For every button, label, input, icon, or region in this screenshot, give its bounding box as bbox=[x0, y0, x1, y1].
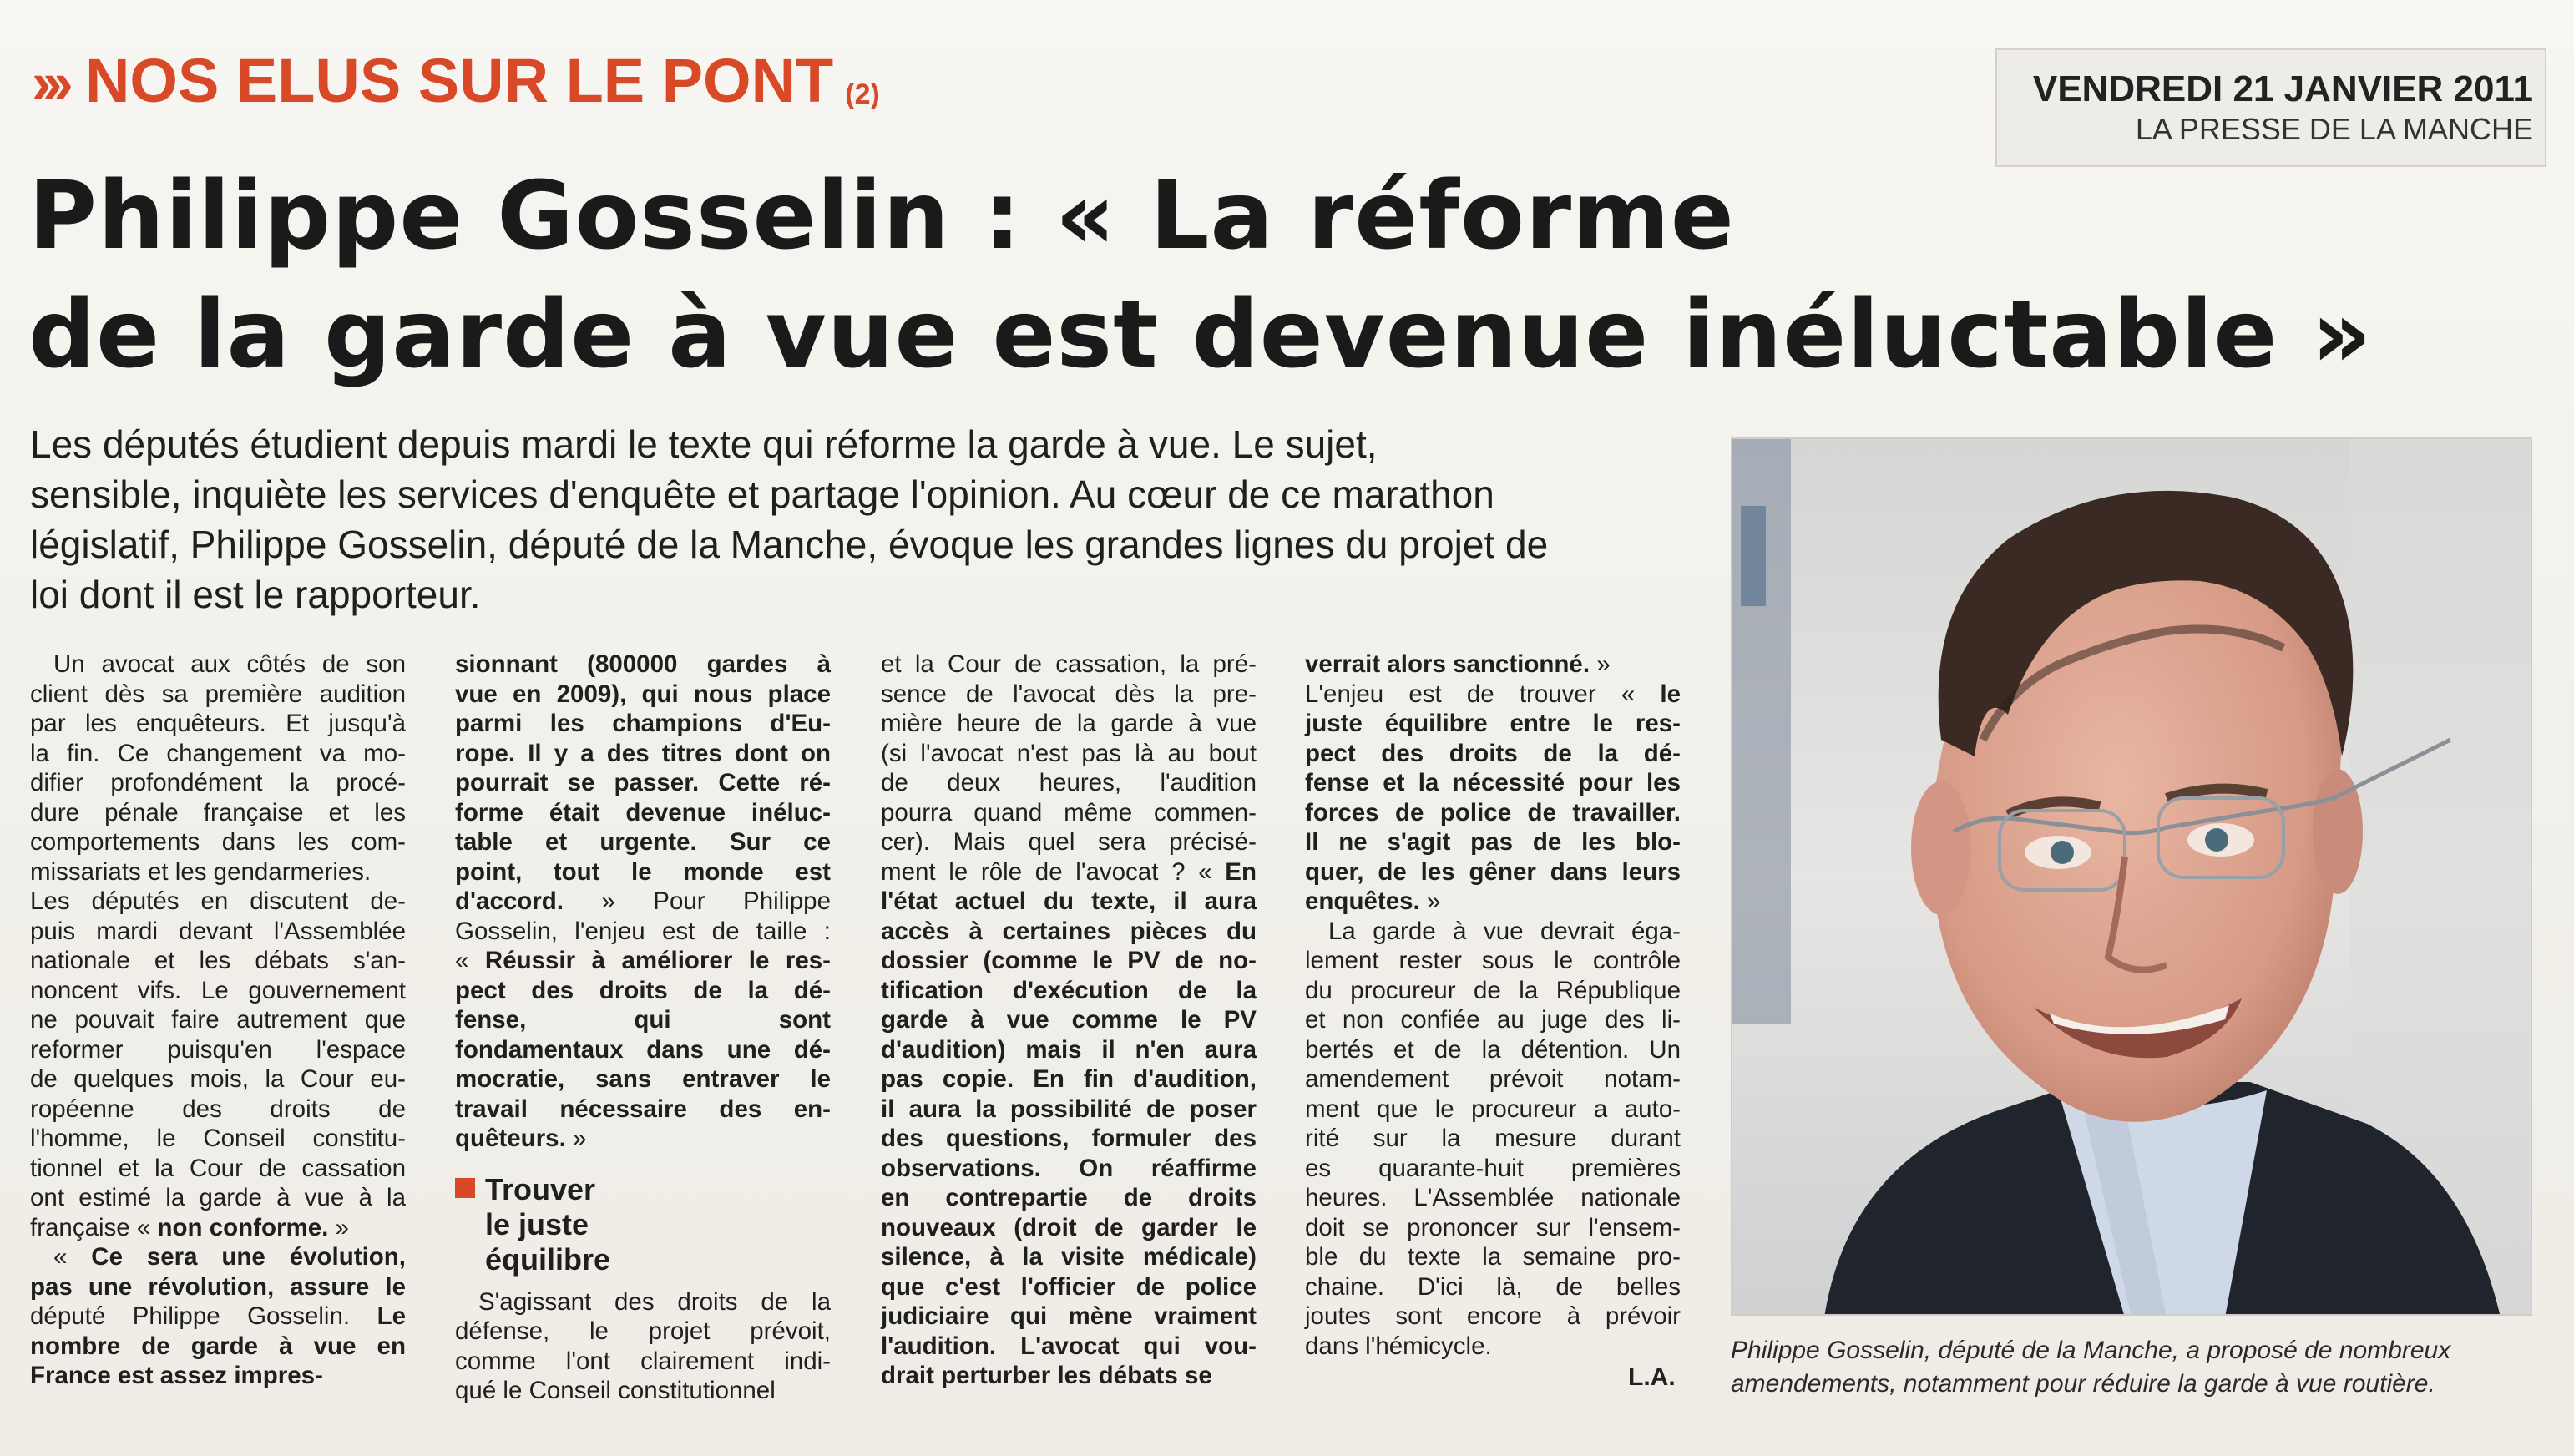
text-line: rope. Il y a des titres dont on bbox=[455, 739, 831, 767]
text-line: du procureur de la République bbox=[1305, 976, 1681, 1004]
text-line: doit se prononcer sur l'ensem- bbox=[1305, 1213, 1681, 1241]
publication-date: VENDREDI 21 JANVIER 2011 bbox=[2032, 68, 2533, 109]
text-line: pourra quand même commen- bbox=[881, 798, 1257, 827]
text-line: (si l'avocat n'est pas là au bout bbox=[881, 739, 1257, 767]
text-line: quêteurs. » bbox=[455, 1125, 587, 1152]
text-line: française « non conforme. » bbox=[30, 1213, 349, 1241]
lede-line: Les députés étudient depuis mardi le texte qui réforme la garde à vue. Le sujet, bbox=[30, 422, 1378, 466]
text-line: S'agissant des droits de la bbox=[478, 1287, 831, 1316]
article-headline bbox=[28, 157, 2533, 394]
lede-line: sensible, inquiète les services d'enquête et partage l'opinion. Au cœur de ce marathon bbox=[30, 473, 1494, 516]
text-line: reformer puisqu'en l'espace bbox=[30, 1035, 406, 1064]
text-line: amendement prévoit notam- bbox=[1305, 1065, 1681, 1093]
text-column-1 bbox=[30, 650, 406, 1391]
text-line: drait perturber les débats se bbox=[881, 1362, 1212, 1389]
text-line: chaine. D'ici là, de belles bbox=[1305, 1272, 1681, 1301]
text-line: noncent vifs. Le gouvernement bbox=[30, 976, 406, 1004]
text-line: Un avocat aux côtés de son bbox=[53, 650, 406, 678]
text-line: difier profondément la procé- bbox=[30, 769, 406, 796]
text-line: nombre de garde à vue en bbox=[30, 1332, 406, 1360]
text-line: il aura la possibilité de poser bbox=[881, 1095, 1257, 1123]
text-line: La garde à vue devrait éga- bbox=[1328, 917, 1681, 945]
text-line: pas une révolution, assure le bbox=[30, 1272, 406, 1301]
text-line: ble du texte la semaine pro- bbox=[1305, 1243, 1681, 1271]
text-line: forme était devenue inéluc- bbox=[455, 798, 831, 827]
kicker-title: NOS ELUS SUR LE PONT bbox=[84, 46, 834, 115]
text-line: rité sur la mesure durant bbox=[1305, 1125, 1681, 1152]
text-line: dure pénale française et les bbox=[30, 798, 406, 827]
text-line: nouveaux (droit de garder le bbox=[881, 1213, 1257, 1241]
column-2-top-text bbox=[455, 650, 831, 1154]
text-line: pect des droits de la dé- bbox=[1305, 739, 1681, 767]
text-line: verrait alors sanctionné. » bbox=[1305, 650, 1611, 678]
text-line: ne pouvait faire autrement que bbox=[30, 1006, 406, 1034]
text-line: juste équilibre entre le res- bbox=[1305, 710, 1681, 737]
text-line: « Ce sera une évolution, bbox=[53, 1243, 406, 1271]
text-line: pect des droits de la dé- bbox=[455, 976, 831, 1004]
text-line: fondamentaux dans une dé- bbox=[455, 1035, 831, 1064]
text-line: bertés et de la détention. Un bbox=[1305, 1035, 1681, 1064]
text-column-3 bbox=[881, 650, 1257, 1391]
text-line: judiciaire qui mène vraiment bbox=[881, 1302, 1257, 1330]
text-line: qué le Conseil constitutionnel bbox=[455, 1377, 776, 1404]
text-line: fense et la nécessité pour les bbox=[1305, 769, 1681, 796]
kicker-part-number: (2) bbox=[845, 78, 880, 111]
portrait-photo bbox=[1731, 437, 2532, 1316]
text-line: et non confiée au juge des li- bbox=[1305, 1006, 1681, 1034]
square-bullet-icon bbox=[455, 1178, 475, 1198]
text-line: mocratie, sans entraver le bbox=[455, 1065, 831, 1093]
chevron-right-icon: ››› bbox=[32, 50, 65, 115]
text-line: et la Cour de cassation, la pré- bbox=[881, 650, 1257, 678]
text-line: l'audition. L'avocat qui vou- bbox=[881, 1332, 1257, 1360]
text-line: mière heure de la garde à vue bbox=[881, 710, 1257, 737]
text-line: silence, à la visite médicale) bbox=[881, 1243, 1257, 1271]
text-line: comportements dans les com- bbox=[30, 828, 406, 856]
text-line: pourrait se passer. Cette ré- bbox=[455, 769, 831, 796]
column-2-bottom-text bbox=[455, 1287, 831, 1406]
text-line: la fin. Ce changement va mo- bbox=[30, 739, 406, 767]
text-line: Gosselin, l'enjeu est de taille : bbox=[455, 917, 831, 945]
text-line: parmi les champions d'Eu- bbox=[455, 710, 831, 737]
text-line: France est assez impres- bbox=[30, 1362, 323, 1389]
text-line: de quelques mois, la Cour eu- bbox=[30, 1065, 406, 1093]
text-line: vue en 2009), qui nous place bbox=[455, 680, 831, 708]
text-line: travail nécessaire des en- bbox=[455, 1095, 831, 1123]
text-line: des questions, formuler des bbox=[881, 1125, 1257, 1152]
lede-line: législatif, Philippe Gosselin, député de la Manche, évoque les grandes lignes du projet de bbox=[30, 523, 1549, 566]
text-line: point, tout le monde est bbox=[455, 857, 831, 886]
text-line: heures. L'Assemblée nationale bbox=[1305, 1184, 1681, 1211]
subhead-line: Trouver bbox=[485, 1171, 596, 1206]
portrait-illustration bbox=[1732, 439, 2532, 1316]
text-line: d'accord. » Pour Philippe bbox=[455, 887, 831, 915]
text-line: sence de l'avocat dès la pre- bbox=[881, 680, 1257, 708]
text-line: nationale et les débats s'an- bbox=[30, 947, 406, 974]
headline-line-2: de la garde à vue est devenue inéluctable » bbox=[28, 281, 2373, 389]
text-line: en contrepartie de droits bbox=[881, 1184, 1257, 1211]
text-column-4 bbox=[1305, 650, 1681, 1361]
text-line: table et urgente. Sur ce bbox=[455, 828, 831, 856]
caption-line: Philippe Gosselin, député de la Manche, a proposé de nombreux bbox=[1731, 1337, 2451, 1364]
text-line: forces de police de travailler. bbox=[1305, 798, 1681, 827]
article-lede bbox=[30, 419, 1712, 619]
publication-name: LA PRESSE DE LA MANCHE bbox=[2135, 111, 2533, 146]
text-line: joutes sont encore à prévoir bbox=[1305, 1302, 1681, 1330]
text-line: fense, qui sont bbox=[455, 1006, 831, 1034]
headline-line-1: Philippe Gosselin : « La réforme bbox=[28, 162, 1735, 270]
text-line: par les enquêteurs. Et jusqu'à bbox=[30, 710, 406, 737]
lede-line: loi dont il est le rapporteur. bbox=[30, 573, 481, 616]
text-line: de deux heures, l'audition bbox=[881, 769, 1257, 796]
text-line: l'état actuel du texte, il aura bbox=[881, 887, 1257, 915]
subhead-line: le juste bbox=[485, 1206, 589, 1241]
caption-line: amendements, notamment pour réduire la garde à vue routière. bbox=[1731, 1370, 2435, 1398]
text-line: « Réussir à améliorer le res- bbox=[455, 947, 831, 974]
text-line: es quarante-huit premières bbox=[1305, 1154, 1681, 1182]
author-signature: L.A. bbox=[1628, 1363, 1676, 1391]
text-line: lement rester sous le contrôle bbox=[1305, 947, 1681, 974]
subhead-line: équilibre bbox=[485, 1241, 611, 1277]
text-line: puis mardi devant l'Assemblée bbox=[30, 917, 406, 945]
text-line: tionnel et la Cour de cassation bbox=[30, 1154, 406, 1182]
text-line: pas copie. En fin d'audition, bbox=[881, 1065, 1257, 1093]
text-line: défense, le projet prévoit, bbox=[455, 1317, 831, 1345]
text-line: comme l'ont clairement indi- bbox=[455, 1347, 831, 1375]
text-line: dossier (comme le PV de no- bbox=[881, 947, 1257, 974]
text-line: tification d'exécution de la bbox=[881, 976, 1257, 1004]
text-line: missariats et les gendarmeries. bbox=[30, 857, 372, 886]
text-line: ment le rôle de l'avocat ? « En bbox=[881, 857, 1257, 886]
text-line: accès à certaines pièces du bbox=[881, 917, 1257, 945]
photo-caption bbox=[1731, 1334, 2541, 1401]
text-line: ont estimé la garde à vue à la bbox=[30, 1184, 406, 1211]
text-line: d'audition) mais il n'en aura bbox=[881, 1035, 1257, 1064]
text-line: dans l'hémicycle. bbox=[1305, 1332, 1492, 1360]
text-line: l'homme, le Conseil constitu- bbox=[30, 1125, 406, 1152]
text-line: enquêtes. » bbox=[1305, 887, 1441, 915]
text-line: que c'est l'officier de police bbox=[881, 1272, 1257, 1301]
text-line: député Philippe Gosselin. Le bbox=[30, 1302, 406, 1330]
text-line: observations. On réaffirme bbox=[881, 1154, 1257, 1182]
text-line: ropéenne des droits de bbox=[30, 1095, 406, 1123]
text-line: cer). Mais quel sera précisé- bbox=[881, 828, 1257, 856]
text-column-2 bbox=[455, 650, 831, 1406]
subheading bbox=[455, 1172, 831, 1277]
dateline-box bbox=[1995, 48, 2546, 167]
text-line: L'enjeu est de trouver « le bbox=[1305, 680, 1681, 708]
text-line: Les députés en discutent de- bbox=[30, 887, 406, 915]
text-line: garde à vue comme le PV bbox=[881, 1006, 1257, 1034]
text-line: client dès sa première audition bbox=[30, 680, 406, 708]
text-line: Il ne s'agit pas de les blo- bbox=[1305, 828, 1681, 856]
section-kicker bbox=[32, 46, 880, 115]
text-line: sionnant (800000 gardes à bbox=[455, 650, 831, 678]
text-line: ment que le procureur a auto- bbox=[1305, 1095, 1681, 1123]
text-line: quer, de les gêner dans leurs bbox=[1305, 857, 1681, 886]
